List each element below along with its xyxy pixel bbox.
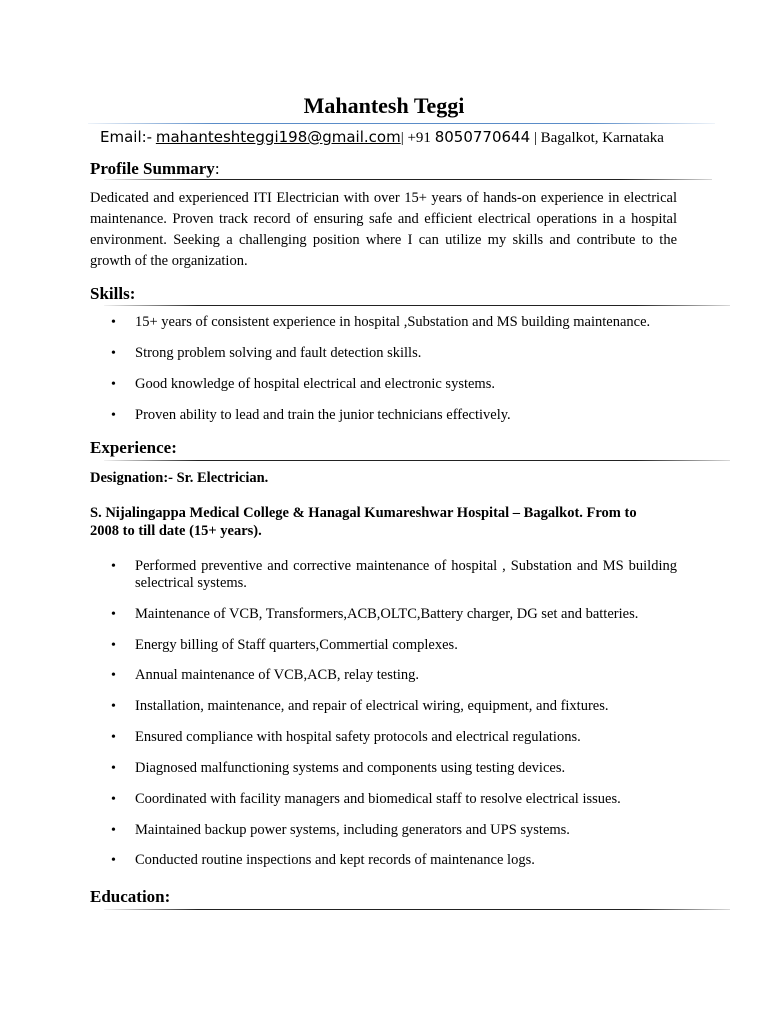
phone-prefix: +91 — [407, 130, 431, 146]
phone-number: 8050770644 — [434, 128, 531, 146]
employer-line-1: S. Nijalingappa Medical College & Hanagal Kumareshwar Hospital – Bagalkot. From to — [90, 505, 637, 521]
experience-item: • Energy billing of Staff quarters,Commertial complexes. — [135, 637, 677, 654]
experience-item: • Maintenance of VCB, Transformers,ACB,OLTC,Battery charger, DG set and batteries. — [135, 606, 677, 623]
skill-item: • Proven ability to lead and train the junior technicians effectively. — [135, 407, 677, 424]
location: | Bagalkot, Karnataka — [533, 130, 664, 146]
experience-item: • Annual maintenance of VCB,ACB, relay testing. — [135, 667, 677, 684]
email-link[interactable]: mahanteshteggi198@gmail.com — [155, 128, 401, 146]
skill-item: • Strong problem solving and fault detection skills. — [135, 345, 677, 362]
experience-item: • Conducted routine inspections and kept records of maintenance logs. — [135, 852, 677, 869]
email-label: Email:- — [100, 128, 153, 146]
employer-line-2: 2008 to till date (15+ years). — [90, 523, 262, 539]
experience-item: • Coordinated with facility managers and biomedical staff to resolve electrical issues. — [135, 791, 677, 808]
education-divider — [104, 909, 730, 910]
profile-summary-divider — [104, 179, 712, 180]
skills-heading: Skills: — [90, 284, 136, 303]
experience-item: • Diagnosed malfunctioning systems and components using testing devices. — [135, 760, 677, 777]
experience-heading: Experience: — [90, 438, 177, 457]
skill-item: • 15+ years of consistent experience in hospital ,Substation and MS building maintenance. — [135, 314, 677, 331]
profile-summary-heading — [90, 159, 220, 179]
contact-separator: | — [400, 130, 404, 146]
profile-summary-heading-text: Profile Summary — [90, 159, 215, 178]
name-divider — [88, 123, 715, 124]
designation: Designation:- Sr. Electrician. — [90, 470, 269, 486]
experience-item: • Performed preventive and corrective maintenance of hospital , Substation and MS building selectrical systems. — [135, 558, 677, 592]
experience-item: • Installation, maintenance, and repair of electrical wiring, equipment, and fixtures. — [135, 698, 677, 715]
education-heading: Education: — [90, 887, 171, 906]
candidate-name: Mahantesh Teggi — [303, 93, 465, 118]
skill-item: • Good knowledge of hospital electrical and electronic systems. — [135, 376, 677, 393]
contact-line — [100, 128, 740, 147]
skills-divider — [104, 305, 730, 306]
experience-divider — [104, 460, 730, 461]
profile-summary-colon: : — [214, 159, 220, 178]
experience-item: • Ensured compliance with hospital safety protocols and electrical regulations. — [135, 729, 677, 746]
experience-item: • Maintained backup power systems, including generators and UPS systems. — [135, 822, 677, 839]
profile-summary-text: Dedicated and experienced ITI Electrician with over 15+ years of hands-on experience in electrical maintenance. Proven track record of ensuring safe and efficient electrical operations in a hospital environment. Seeking a challenging position where I can utilize my skills and contribute to the growth of the organization. — [90, 190, 677, 269]
